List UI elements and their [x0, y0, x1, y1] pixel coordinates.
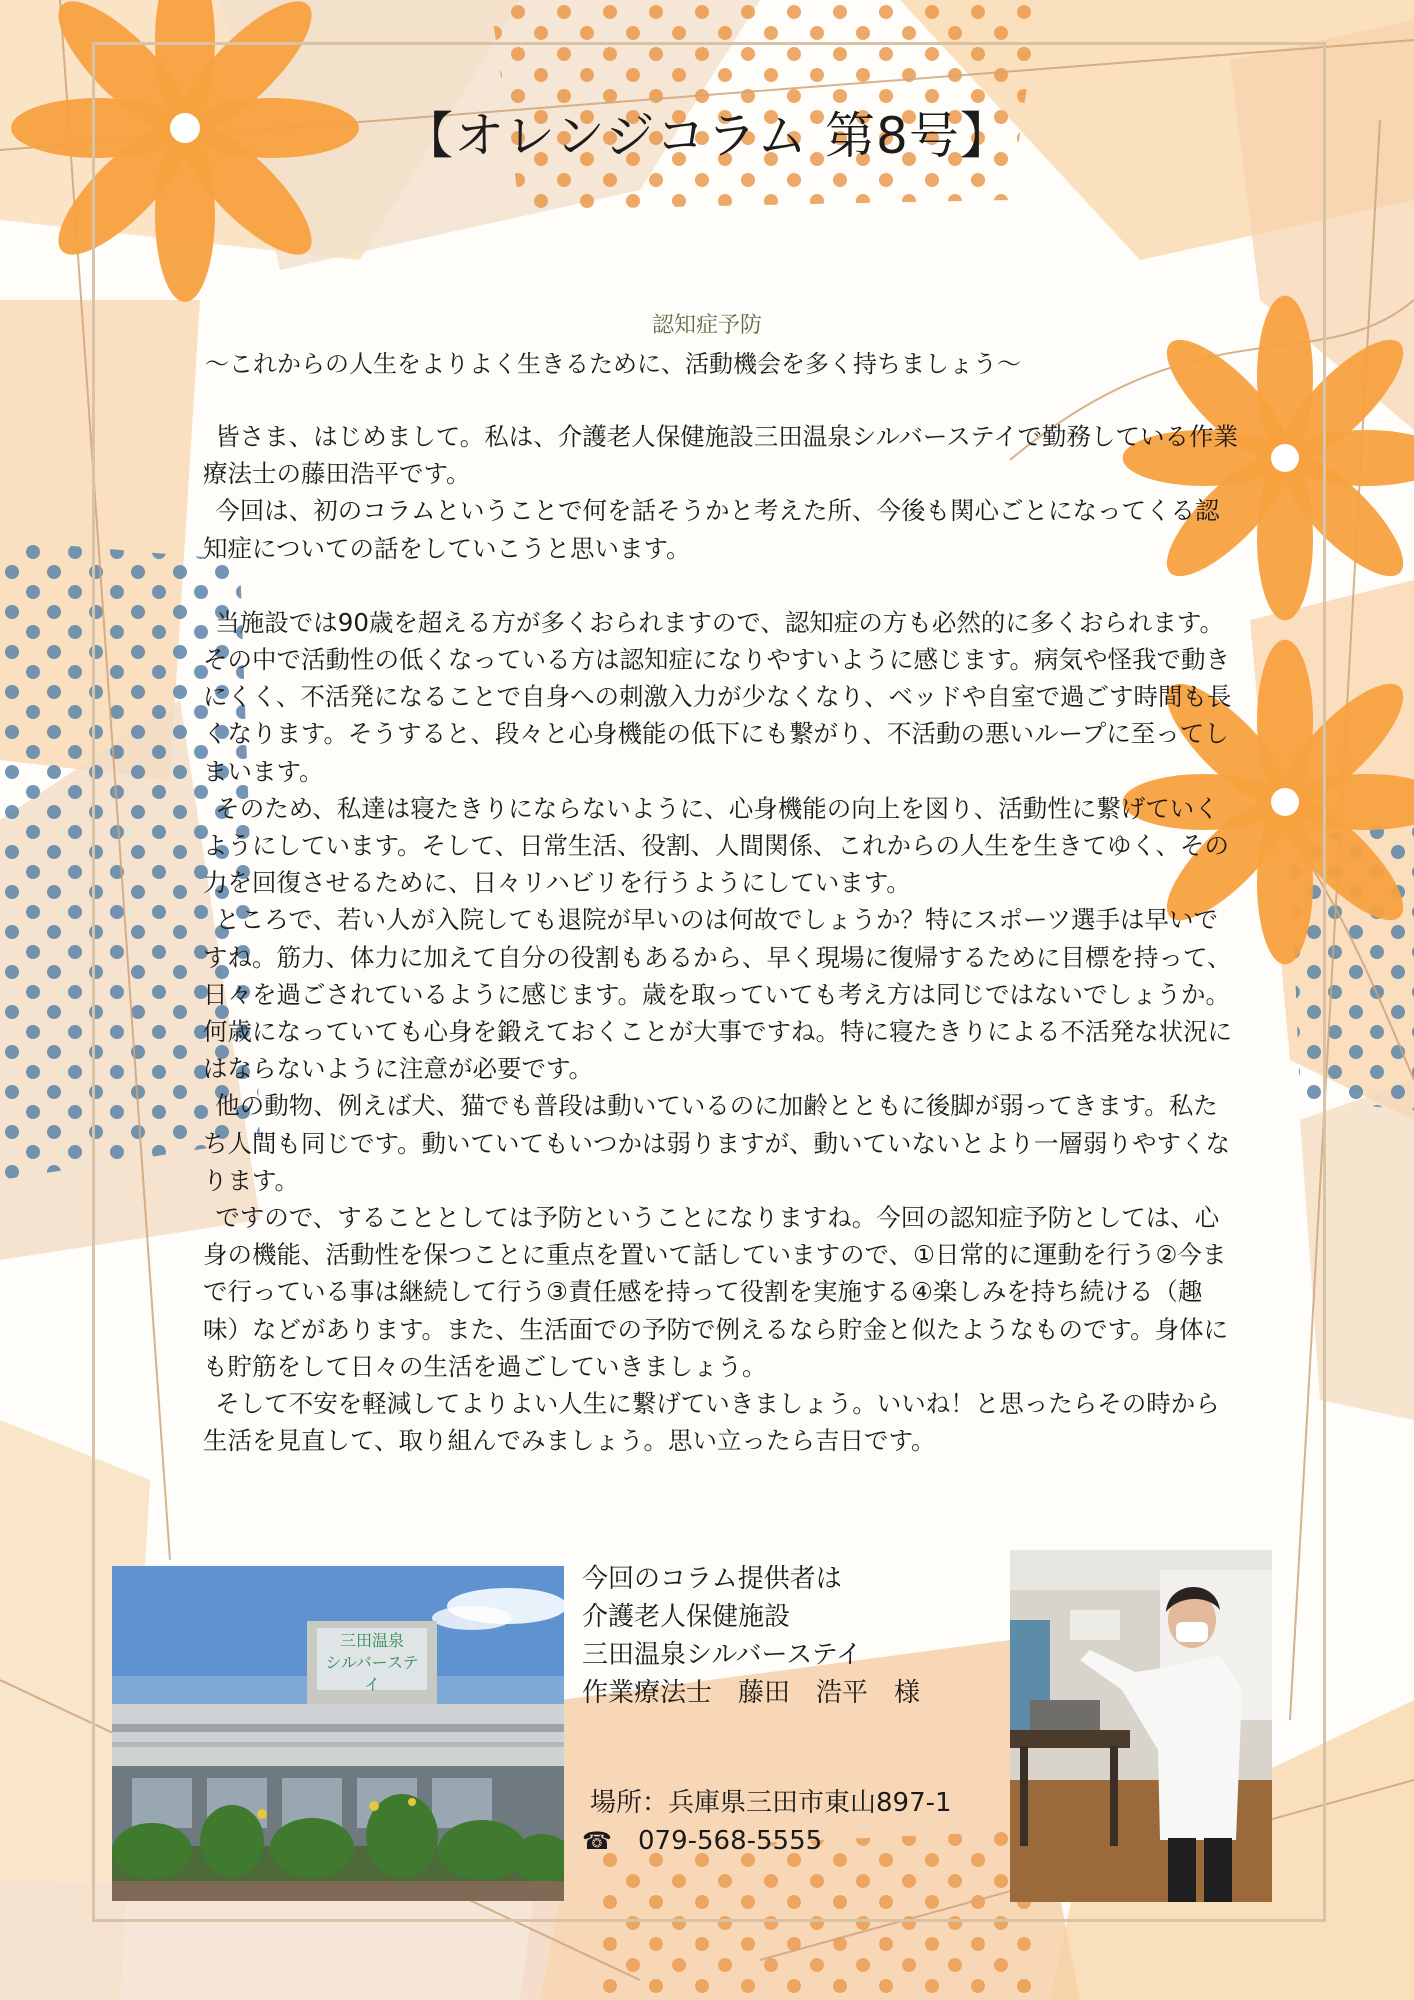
article-paragraph: そして不安を軽減してよりよい人生に繋げていきましょう。いいね！と思ったらその時から生活を見直して、取り組んでみましょう。思い立ったら吉日です。 [203, 1389, 1220, 1456]
article-topic: 認知症予防 [651, 313, 762, 338]
facility-sign-line2: シルバーステイ [325, 1653, 419, 1694]
paragraph-gap [203, 567, 1238, 604]
facility-sign-line1: 三田温泉 [339, 1631, 404, 1650]
article-paragraph: 皆さま、はじめまして。私は、介護老人保健施設三田温泉シルバーステイで勤務している作業療法士の藤田浩平です。 [203, 422, 1238, 489]
article-paragraph: ところで、若い人が入院しても退院が早いのは何故でしょうか？特にスポーツ選手は早いですね。筋力、体力に加えて自分の役割もあるから、早く現場に復帰するために目標を持って、日々を過ごされているように感じます。歳を取っていても考え方は同じではないでしょうか。何歳になっていても心身を鍛えておくことが大事ですね。特に寝たきりによる不活発な状況にはならないように注意が必要です。 [203, 905, 1232, 1084]
article-paragraph: そのため、私達は寝たきりにならないように、心身機能の向上を図り、活動性に繋げていくようにしています。そして、日常生活、役割、人間関係、これからの人生を生きてゆく、その力を回復させるために、日々リハビリを行うようにしています。 [203, 793, 1230, 898]
article-paragraph: ですので、することとしては予防ということになりますね。今回の認知症予防としては、心身の機能、活動性を保つことに重点を置いて話していますので、①日常的に運動を行う②今まで行っている事は継続して行う③責任感を持って役割を実施する④楽しみを持ち続ける（趣味）などがあります。また、生活面での予防で例えるなら貯金と似たようなものです。身体にも貯筋をして日々の生活を過ごしていきましょう。 [203, 1203, 1229, 1381]
page-title: 【オレンジコラム 第8号】 [403, 107, 1011, 165]
article-catchphrase: ～これからの人生をよりよく生きるために、活動機会を多く持ちましょう～ [205, 350, 1021, 378]
credits-address: 場所：兵庫県三田市東山897-1 [590, 1788, 952, 1818]
credits-phone-row [582, 1822, 1002, 1860]
column-credits [582, 1560, 1002, 1860]
staff-photo-illustration [1010, 1550, 1272, 1902]
facility-photo-illustration [112, 1566, 564, 1901]
article-paragraph: 今回は、初のコラムということで何を話そうかと考えた所、今後も関心ごとになってくる認知症についての話をしていこうと思います。 [203, 496, 1220, 563]
phone-number: 079-568-5555 [638, 1826, 823, 1856]
facility-photo [112, 1566, 564, 1901]
facility-sign [318, 1630, 426, 1696]
credits-facility-name: 三田温泉シルバーステイ [582, 1640, 862, 1670]
article-paragraph: 当施設では90歳を超える方が多くおられますので、認知症の方も必然的に多くおられます。その中で活動性の低くなっている方は認知症になりやすいように感じます。病気や怪我で動きにくく、不活発になることで自身への刺激入力が少なくなり、ベッドや自室で過ごす時間も長くなります。そうすると、段々と心身機能の低下にも繋がり、不活動の悪いループに至ってしまいます。 [203, 607, 1232, 786]
phone-icon: ☎ [582, 1827, 612, 1855]
credits-facility-type: 介護老人保健施設 [582, 1602, 791, 1632]
credits-intro: 今回のコラム提供者は [582, 1564, 842, 1594]
staff-photo [1010, 1550, 1272, 1902]
credits-spacer [582, 1712, 1002, 1784]
credits-author: 作業療法士 藤田 浩平 様 [582, 1678, 921, 1708]
article-paragraph: 他の動物、例えば犬、猫でも普段は動いているのに加齢とともに後脚が弱ってきます。私たち人間も同じです。動いていてもいつかは弱りますが、動いていないとより一層弱りやすくなります。 [203, 1091, 1231, 1195]
article-body [203, 418, 1238, 1459]
